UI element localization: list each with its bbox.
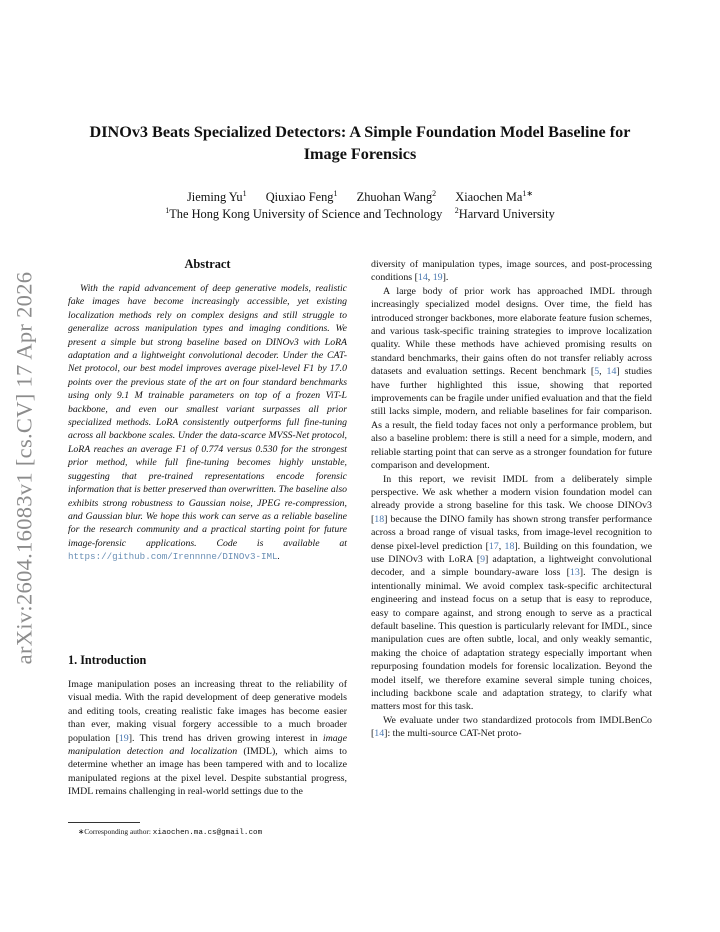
author-email: xiaochen.ma.cs@gmail.com [152,829,263,837]
affiliation-1: The Hong Kong University of Science and Technology [169,207,443,221]
citation-link[interactable]: 13 [569,567,580,579]
left-column [68,256,347,837]
abstract-heading: Abstract [184,257,231,271]
citation-link[interactable]: 14 [374,728,385,740]
author-name: Jieming Yu$^1$ [186,189,247,204]
title-line-2: Image Forensics [303,145,417,163]
affiliation-2: Harvard University [458,207,555,221]
author-list [60,189,660,206]
citation-link[interactable]: 18 [504,540,515,552]
author-name: Zhuohan Wang$^2$ [356,189,437,204]
affiliations: $^1$The Hong Kong University of Science and Technology $^2$Harvard University [165,206,555,221]
citation-link[interactable]: 9 [480,553,486,565]
body-paragraph: We evaluate under two standardized protocols from IMDLBenCo [14]: the multi-source CAT-Net proto- [371,714,652,740]
corresponding-author-footnote: ∗Corresponding author: xiaochen.ma.cs@gmail.com [78,827,263,837]
citation-link[interactable]: 5 [594,366,600,378]
citation-link[interactable]: 14 [417,272,428,284]
body-paragraph: diversity of manipulation types, image sources, and post-processing conditions [14, 19]. [371,259,652,284]
citation-link[interactable]: 19 [432,272,443,284]
introduction-heading: 1. Introduction [68,653,147,667]
citation-link[interactable]: 14 [606,366,617,378]
citation-link[interactable]: 18 [374,513,385,525]
citation-link[interactable]: 19 [118,732,129,744]
title-line-1: DINOv3 Beats Specialized Detectors: A Simple Foundation Model Baseline for [89,123,631,141]
citation-link[interactable]: 17 [488,540,499,552]
arxiv-id-text: arXiv:2604.16083v1 [cs.CV] 17 Apr 2026 [11,271,36,665]
body-paragraph: In this report, we revisit IMDL from a deliberately simple perspective. We ask whether a modern vision foundation model can already provide a strong baseline for this task. We choose DINOv3 [18] because the DINO family has shown strong transfer performance across a broad range of visual tasks, from image-level recognition to dense pixel-level prediction [17, 18]. Building on this foundation, we use DINOv3 with LoRA [9] adaptation, a lightweight convolutional decoder, and a simple boundary-aware loss [13]. The design is intentionally minimal. We avoid complex task-specific architectural engineering and instead focus on a setup that is easy to reproduce, easy to compare against, and strong enough to serve as a practical default baseline. This question is particularly relevant for IMDL, since manipulation cues are often subtle, local, and only weakly semantic, making the choice of adaptation strategy especially important when repurposing foundation models for forensic localization. Beyond the model itself, we therefore examine several simple tuning choices, including backbone scale and adaptation strategy, to clarify what matters most for this task. [371,473,652,713]
paper-title [60,121,660,165]
author-name: Xiaochen $Ma^{1∗}$ [455,189,534,204]
arxiv-identifier-stamp [4,258,44,678]
abstract-text: With the rapid advancement of deep generative models, realistic fake images have become increasingly accessible, yet existing localization methods rely on complex designs and still struggle to generalize across manipulation types and imaging conditions. We present a simple but strong baseline based on DINOv3 with LoRA adaptation and a lightweight convolutional decoder. Under the CAT-Net protocol, our best model improves average pixel-level F1 by 17.0 points over the previous state of the art on four standard benchmarks using only 9.1 M trainable parameters on top of a frozen ViT-L backbone, and even our smallest variant surpasses all prior specialized methods. LoRA consistently outperforms full fine-tuning across all backbone scales. Under the data-scarce MVSS-Net protocol, LoRA reaches an average F1 of 0.774 versus 0.530 for the strongest prior method, while full fine-tuning becomes highly unstable, suggesting that pre-trained representations encode forensic information that is better preserved than overwritten. The baseline also exhibits strong robustness to Gaussian noise, JPEG re-compression, and Gaussian blur. We hope this work can serve as a reliable baseline for the research community and a practical starting point for future image-forensic applications. Code is available at https://github.com/Irennnne/DINOv3-IML. [68,283,347,563]
intro-paragraph: Image manipulation poses an increasing threat to the reliability of visual media. With the rapid development of deep generative models and editing tools, creating realistic fake images has become easier than ever, making visual forgery accessible to a much broader population [19]. This trend has driven growing interest in image manipulation detection and localization (IMDL), which aims to determine whether an image has been tampered with and to localize manipulated regions at the pixel level. Despite substantial progress, IMDL remains challenging in real-world settings due to the [68,679,347,798]
right-column [371,258,652,741]
author-block [60,189,660,223]
code-url-link[interactable]: https://github.com/Irennnne/DINOv3-IML [68,551,278,563]
author-name: Qiuxiao Feng$^1$ [265,189,338,204]
body-paragraph: A large body of prior work has approached IMDL through increasingly specialized model designs. Over time, the field has introduced stronger backbones, more elaborate feature fusion schemes, and various task-specific training strategies to improve localization quality. While these methods have achieved promising results on standard benchmarks, their gains often do not transfer reliably across datasets and evaluation settings. Recent benchmark [5, 14] studies have further highlighted this issue, showing that reported improvements can be fragile under unified evaluation and that the field still lacks simple, modern, and reliable baselines for fair comparison. As a result, the field today faces not only a performance problem, but also a baseline problem: there is still a need for a simple, modern, and reliable starting point that can serve as a stronger foundation for future comparison and development. [371,285,652,472]
footnote-divider [68,822,140,823]
